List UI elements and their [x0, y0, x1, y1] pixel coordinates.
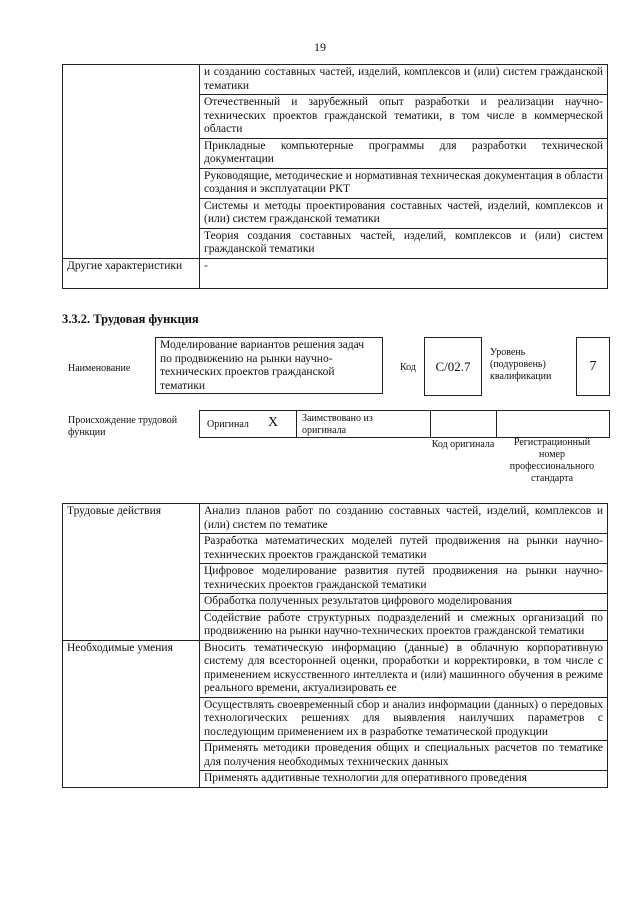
- page-number: 19: [314, 40, 326, 54]
- origin-label: Происхождение трудовой функции: [68, 415, 178, 438]
- original-mark: X: [268, 415, 279, 430]
- other-characteristics-value: -: [200, 258, 608, 288]
- action-row: Цифровое моделирование развития путей продвижения на рынки научно-технических проектов гражданской тематики: [200, 564, 608, 594]
- section-title: 3.3.2. Трудовая функция: [62, 312, 199, 326]
- level-value-box: 7: [576, 337, 610, 396]
- registration-caption: Регистрационный номер профессионального стандарта: [509, 437, 595, 484]
- knowledge-row: Руководящие, методические и нормативная техническая документация в области создания и эксплуатации РКТ: [200, 168, 608, 198]
- function-name-box: Моделирование вариантов решения задач по продвижению на рынки научно-технических проектов гражданской тематики: [155, 337, 383, 394]
- borrowed-label: Заимствовано из оригинала: [302, 413, 373, 436]
- code-value-box: С/02.7: [424, 337, 482, 396]
- knowledge-row: и созданию составных частей, изделий, комплексов и (или) систем гражданской тематики: [200, 65, 608, 95]
- skill-row: Осуществлять своевременный сбор и анализ информации (данных) о передовых технологических решениях для выявления наилучших параметров с последующим применением их в разработке тематической продукции: [200, 697, 608, 741]
- skills-label: Необходимые умения: [63, 640, 200, 787]
- level-label: Уровень (подуровень) квалификации: [490, 347, 552, 382]
- origin-row: [199, 410, 610, 438]
- other-characteristics-label: Другие характеристики: [63, 258, 200, 288]
- original-label: Оригинал: [207, 419, 249, 430]
- knowledge-row: Отечественный и зарубежный опыт разработки и реализации научно-технических проектов гражданской тематики, в том числе в коммерческой области: [200, 95, 608, 139]
- action-row: Разработка математических моделей путей продвижения на рынки научно-технических проектов гражданской тематики: [200, 534, 608, 564]
- actions-label: Трудовые действия: [63, 504, 200, 641]
- skill-row: Применять аддитивные технологии для оперативного проведения: [200, 771, 608, 788]
- knowledge-row: Системы и методы проектирования составных частей, изделий, комплексов и (или) систем гражданской тематики: [200, 198, 608, 228]
- knowledge-row: Теория создания составных частей, изделий, комплексов и (или) систем гражданской тематики: [200, 228, 608, 258]
- code-caption: Код оригинала: [431, 439, 495, 450]
- knowledge-row: Прикладные компьютерные программы для разработки технической документации: [200, 138, 608, 168]
- skill-row: Вносить тематическую информацию (данные) в облачную корпоративную систему для всесторонней оценки, проработки и корректировки, в том числе с применением искусственного интеллекта и (или) машинного обучения в режиме реального времени, актуализировать ее: [200, 640, 608, 697]
- action-row: Анализ планов работ по созданию составных частей, изделий, комплексов и (или) систем по тематике: [200, 504, 608, 534]
- skill-row: Применять методики проведения общих и специальных расчетов по тематике для получения необходимых технических данных: [200, 741, 608, 771]
- action-row: Обработка полученных результатов цифрового моделирования: [200, 594, 608, 611]
- code-label: Код: [400, 362, 416, 373]
- name-label: Наименование: [68, 363, 131, 374]
- knowledge-table: [62, 64, 608, 289]
- action-row: Содействие работе структурных подразделений и смежных организаций по продвижению на рынки научно-технических проектов гражданской тематики: [200, 610, 608, 640]
- function-table: [62, 503, 608, 788]
